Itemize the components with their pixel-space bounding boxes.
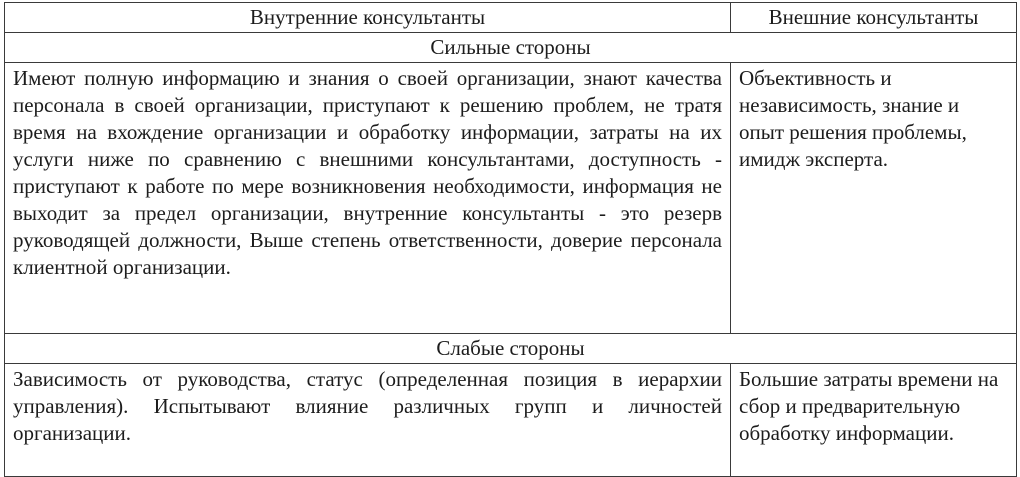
strengths-external: Объективность и независимость, знание и опыт решения проблемы, имидж эксперта. (731, 63, 1017, 334)
table-row (5, 63, 1017, 334)
weaknesses-external: Большие затраты времени на сбор и предварительную обработку информации. (731, 364, 1017, 477)
section-title-row (5, 334, 1017, 364)
strengths-internal: Имеют полную информацию и знания о своей организации, знают качества персонала в своей организации, приступают к решению проблем, не тратя время на вхождение организации и обработку информации, затраты на их услуги ниже по сравнению с внешними консультантами, доступность - приступают к работе по мере возникновения необходимости, информация не выходит за предел организации, внутренние консультанты - это резерв руководящей должности, Выше степень ответственности, доверие персонала клиентной организации. (5, 63, 731, 334)
section-title-weaknesses: Слабые стороны (5, 334, 1017, 364)
header-internal: Внутренние консультанты (5, 3, 731, 33)
header-row (5, 3, 1017, 33)
comparison-table (4, 2, 1017, 477)
weaknesses-internal: Зависимость от руководства, статус (определенная позиция в иерархии управления). Испытывают влияние различных групп и личностей организации. (5, 364, 731, 477)
section-title-strengths: Сильные стороны (5, 33, 1017, 63)
section-title-row (5, 33, 1017, 63)
table-row (5, 364, 1017, 477)
header-external: Внешние консультанты (731, 3, 1017, 33)
